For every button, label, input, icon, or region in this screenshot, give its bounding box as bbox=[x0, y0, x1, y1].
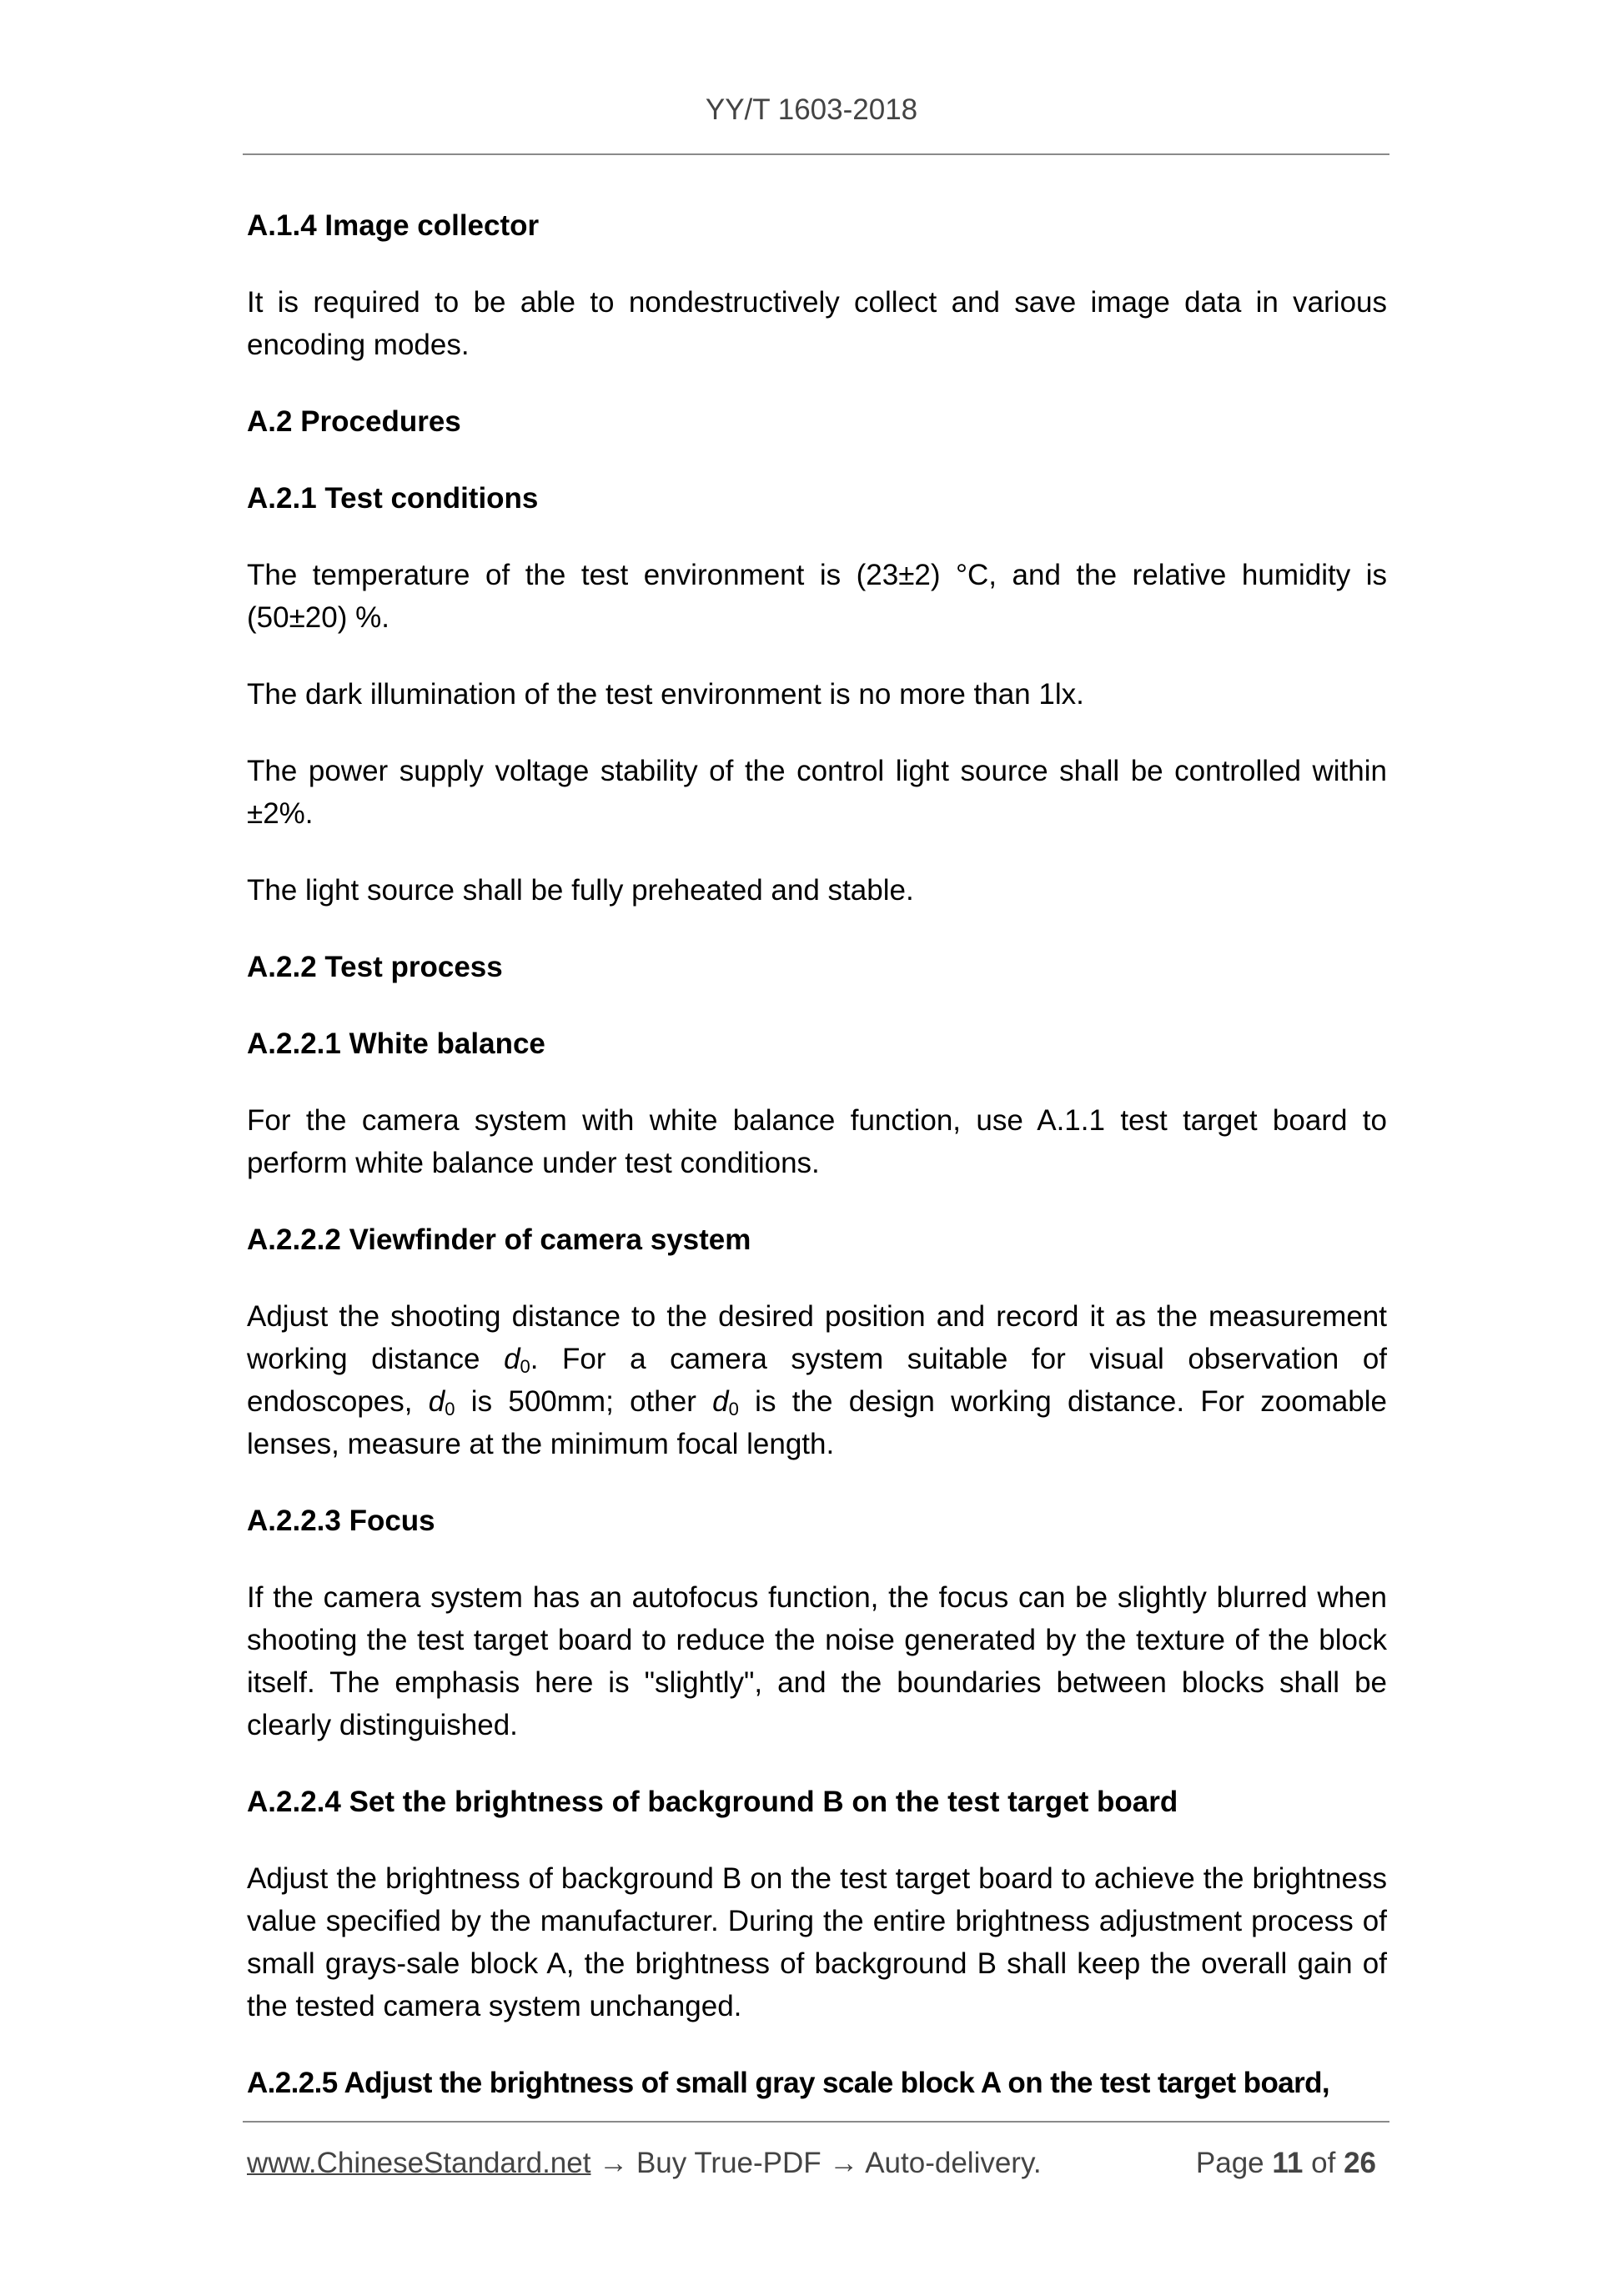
text-segment: is 500mm; other bbox=[455, 1385, 713, 1418]
subscript-0: 0 bbox=[445, 1399, 455, 1419]
paragraph bbox=[247, 1295, 1387, 1465]
section-heading-a21: A.2.1 Test conditions bbox=[247, 482, 539, 515]
footer bbox=[247, 2142, 1376, 2184]
subscript-0: 0 bbox=[728, 1399, 739, 1419]
paragraph: The power supply voltage stability of the control light source shall be controlled within ±2%. bbox=[247, 755, 1387, 830]
auto-delivery-text: Auto-delivery. bbox=[865, 2147, 1042, 2179]
header-divider bbox=[243, 153, 1389, 155]
total-pages: 26 bbox=[1344, 2147, 1376, 2179]
arrow-right-icon: → bbox=[829, 2147, 859, 2179]
page-label: Page bbox=[1195, 2147, 1264, 2179]
section-heading-a22: A.2.2 Test process bbox=[247, 951, 503, 983]
section-heading-a14: A.1.4 Image collector bbox=[247, 209, 540, 242]
text-segment: . For a camera system suitable for visual observation of endoscopes, bbox=[247, 1343, 1388, 1418]
document-body bbox=[247, 204, 1387, 2138]
section-heading-a224: A.2.2.4 Set the brightness of background B on the test target board bbox=[247, 1786, 1178, 1818]
document-id-header: YY/T 1603-2018 bbox=[705, 93, 918, 126]
website-link[interactable]: www.ChineseStandard.net bbox=[247, 2147, 591, 2179]
section-heading-a2: A.2 Procedures bbox=[247, 405, 461, 438]
paragraph: For the camera system with white balance function, use A.1.1 test target board to perform white balance under test conditions. bbox=[247, 1104, 1387, 1179]
section-heading-a221: A.2.2.1 White balance bbox=[247, 1027, 545, 1060]
variable-d: d bbox=[712, 1385, 729, 1418]
paragraph: It is required to be able to nondestructively collect and save image data in various encoding modes. bbox=[247, 286, 1387, 361]
text-segment: is the design working distance. For zoomable lenses, measure at the minimum focal length. bbox=[247, 1385, 1387, 1460]
section-heading-a223: A.2.2.3 Focus bbox=[247, 1505, 435, 1537]
current-page: 11 bbox=[1272, 2147, 1304, 2179]
variable-d: d bbox=[428, 1385, 445, 1418]
section-heading-a225: A.2.2.5 Adjust the brightness of small gray scale block A on the test target board, bbox=[247, 2067, 1330, 2099]
page-number bbox=[1196, 2142, 1376, 2184]
text-segment: Adjust the shooting distance to the desired position and record it as the measurement working distance bbox=[247, 1300, 1387, 1375]
footer-divider bbox=[243, 2121, 1389, 2123]
subscript-0: 0 bbox=[520, 1356, 530, 1377]
section-heading-a222: A.2.2.2 Viewfinder of camera system bbox=[247, 1223, 751, 1256]
of-label: of bbox=[1311, 2147, 1336, 2179]
variable-d: d bbox=[504, 1343, 520, 1375]
arrow-right-icon: → bbox=[599, 2147, 629, 2179]
paragraph: The dark illumination of the test environment is no more than 1lx. bbox=[247, 678, 1084, 711]
buy-true-pdf-text: Buy True-PDF bbox=[636, 2147, 822, 2179]
paragraph: The temperature of the test environment is (23±2) °C, and the relative humidity is (50±20) %. bbox=[247, 559, 1387, 634]
paragraph: If the camera system has an autofocus function, the focus can be slightly blurred when shooting the test target board to reduce the noise generated by the texture of the block itself. The emphasis here is "slightly", and the boundaries between blocks shall be clearly distinguished. bbox=[247, 1581, 1387, 1741]
paragraph: The light source shall be fully preheated and stable. bbox=[247, 874, 914, 907]
paragraph: Adjust the brightness of background B on the test target board to achieve the brightness value specified by the manufacturer. During the entire brightness adjustment process of small grays-sale block A, the brightness of background B shall keep the overall gain of the tested camera system unchanged. bbox=[247, 1862, 1387, 2022]
